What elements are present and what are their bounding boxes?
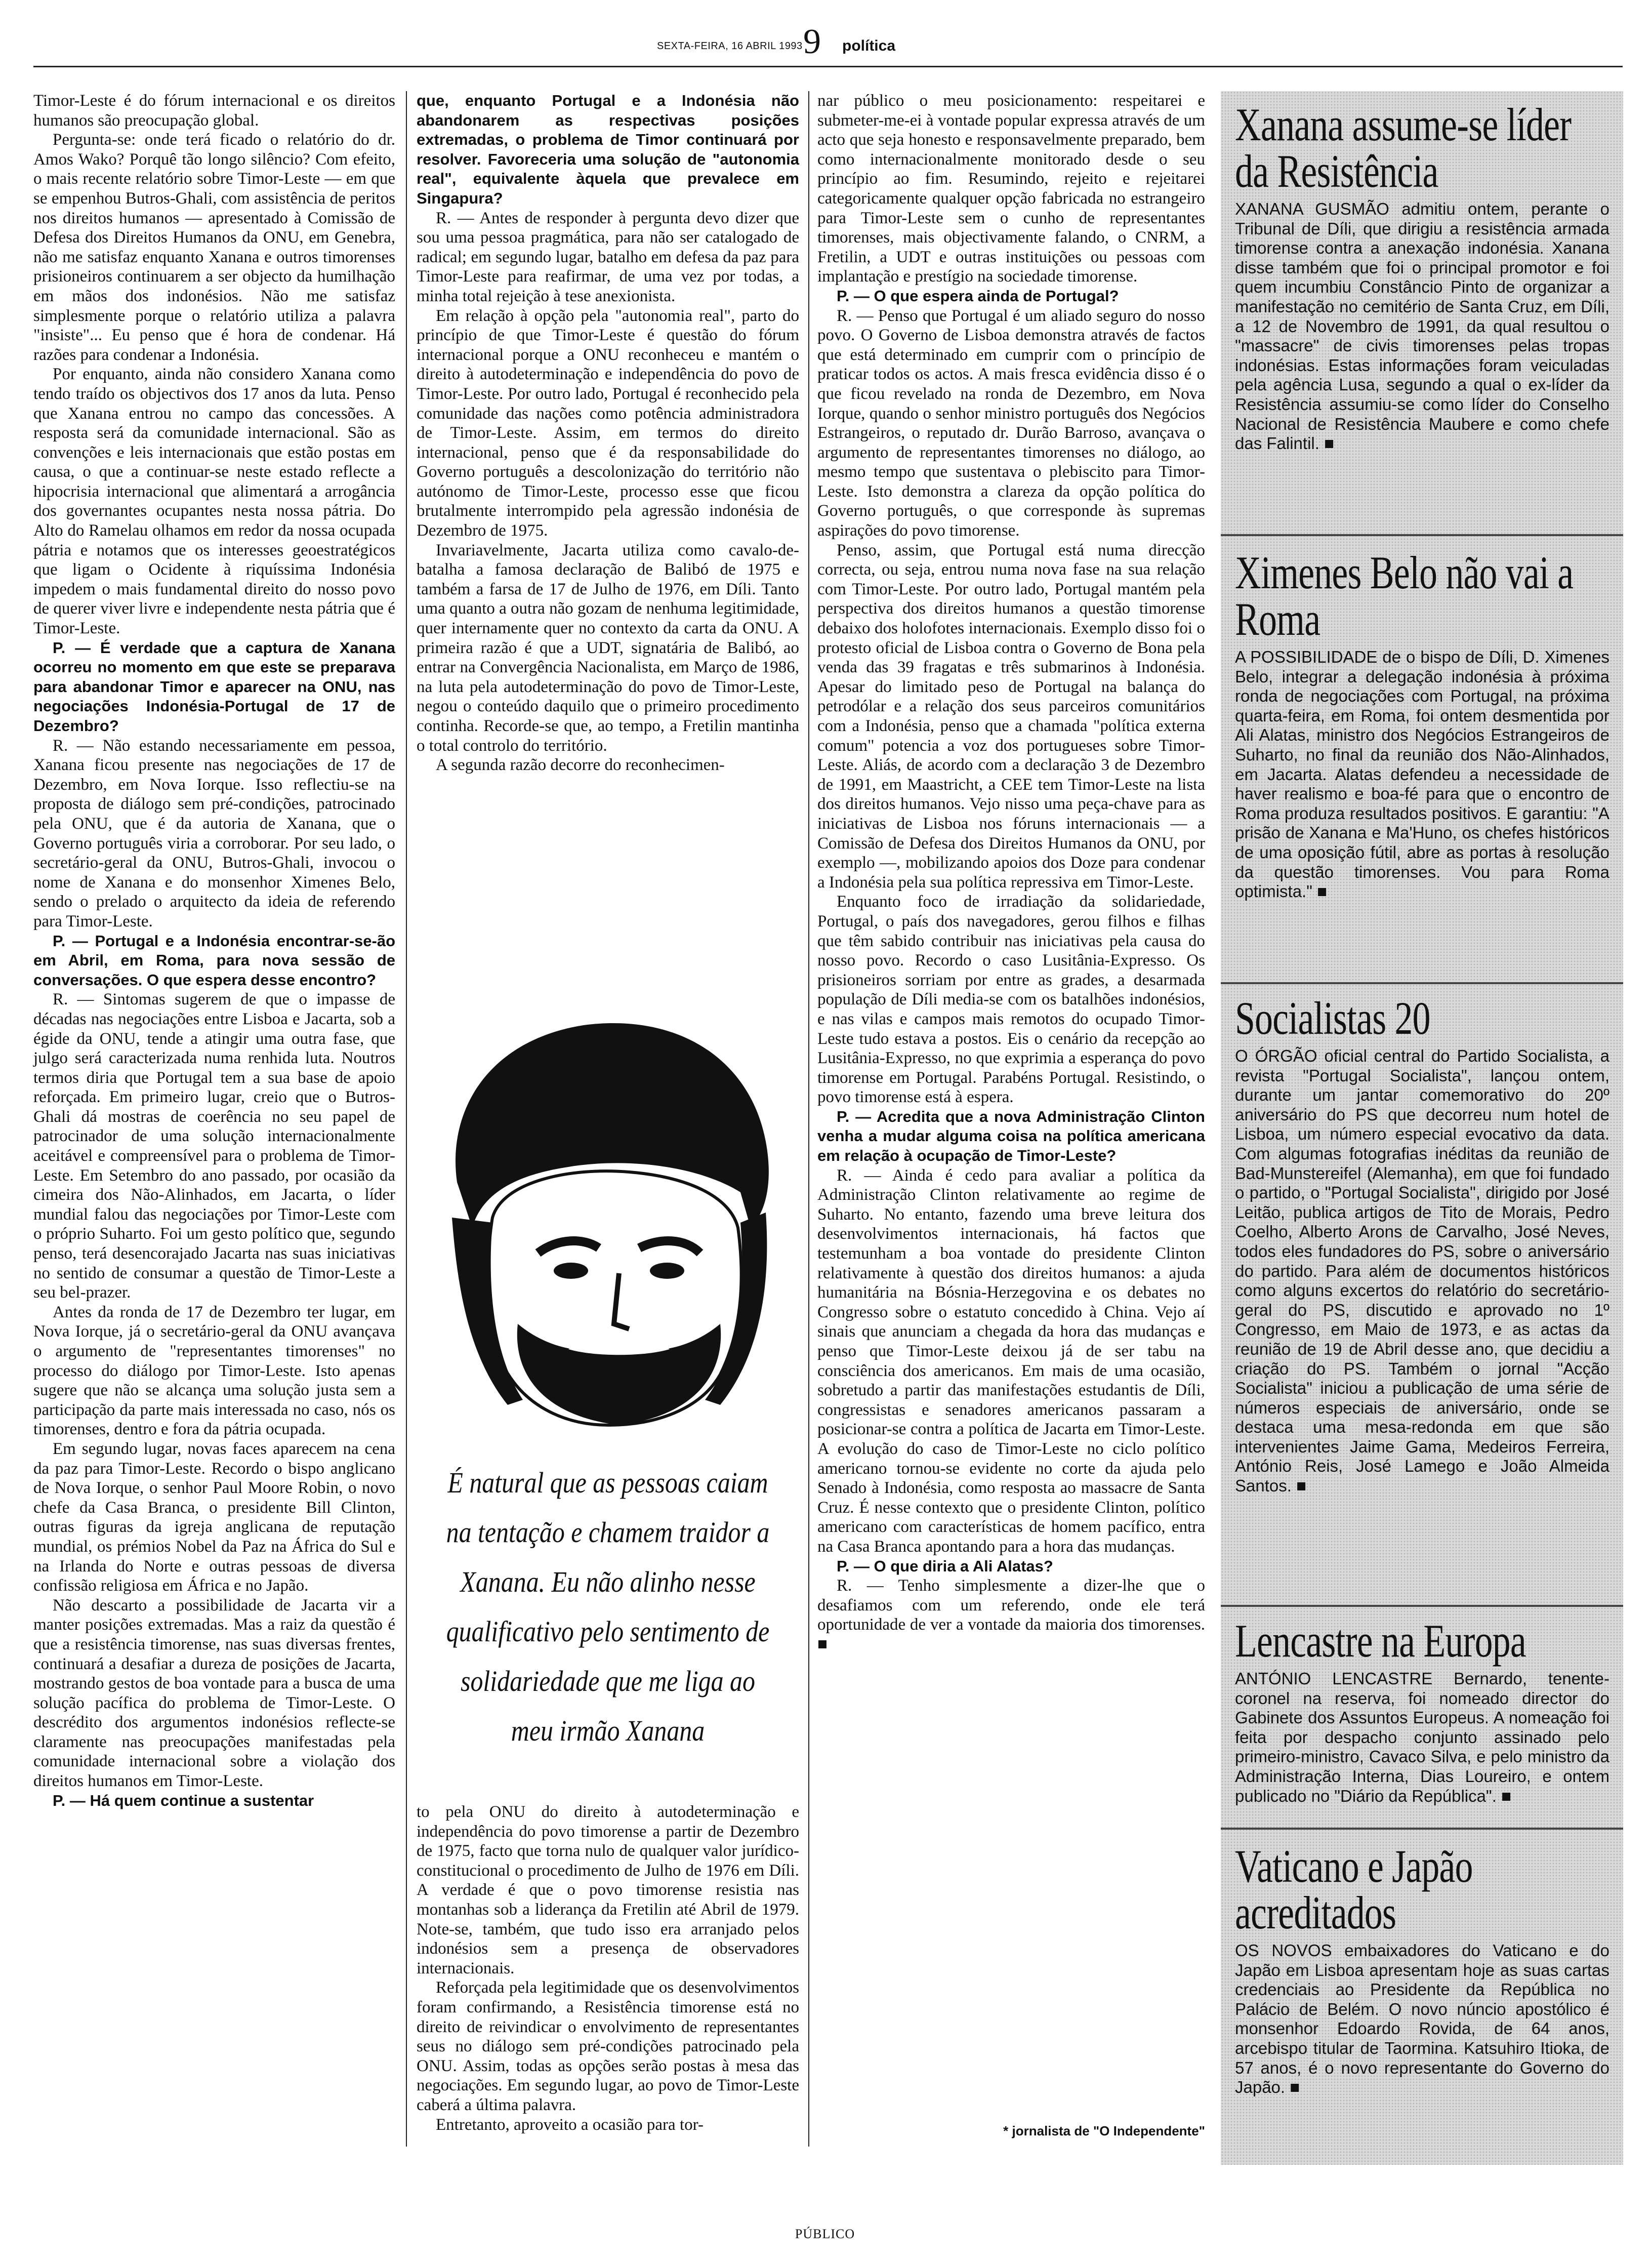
- article-paragraph: A segunda razão decorre do reconhecimen-: [436, 756, 725, 775]
- article-column-3: [817, 91, 1205, 2147]
- brief-socialistas: [1235, 992, 1609, 1496]
- page-number: 9: [803, 22, 821, 61]
- article-paragraph: R. — Ainda é cedo para avaliar a política da Administração Clinton relativamente ao regime de Suharto. No entanto, fazendo uma breve leitura dos desenvolvimentos internacionais, há factos que testemunham a boa vontade do presidente Clinton relativamente à questão dos direitos humanos: a ajuda humanitária na Bósnia-Herzegovina e os debates no Congresso sobre o estatuto concedido à China. Vejo aí sinais que anunciam a chegada da hora das mudanças e penso que Timor-Leste deixou já de ser tabu na consciência dos americanos. Em mais de uma ocasião, sobretudo a partir das manifestações estudantis de Díli, congressistas e senadores americanos passaram a posicionar-se contra a política de Jacarta em Timor-Leste. A evolução do caso de Timor-Leste no ciclo político americano tornou-se evidente no corte da ajuda pelo Senado à Indonésia, como resposta ao massacre de Santa Cruz. É nesse contexto que o presidente Clinton, político americano com características de homem pacífico, entra na Casa Branca apontando para a hora das mudanças.: [817, 1166, 1205, 1556]
- article-paragraph: R. — Tenho simplesmente a dizer-lhe que o desafiamos com um referendo, onde ele terá oportunidade de ver a vontade da maioria dos timorenses. ■: [817, 1577, 1205, 1653]
- brief-separator: [1221, 982, 1623, 984]
- brief-vaticano-japao: [1235, 1840, 1609, 2097]
- article-paragraph: R. — Sintomas sugerem de que o impasse de décadas nas negociações entre Lisboa e Jacarta, sob a égide da ONU, tende a atingir uma outra fase, que julgo será caracterizada numa renhida luta. Noutros termos diria que Portugal tem a sua base de apoio reforçada. Em primeiro lugar, creio que o Butros-Ghali dá mostras de coerência no seu papel de patrocinador de uma solução internacionalmente aceitável e compreensível para o problema de Timor-Leste. Em Setembro do ano passado, por ocasião da cimeira dos Não-Alinhados, em Jacarta, o líder mundial falou das negociações por Timor-Leste com o próprio Suharto. Foi um gesto político que, segundo penso, terá desencorajado Jacarta nas suas iniciativas no sentido de consumar a questão de Timor-Leste a seu bel-prazer.: [33, 990, 395, 1302]
- article-paragraph: Reforçada pela legitimidade que os desenvolvimentos foram confirmando, a Resistência timorense está no direito de reivindicar o envolvimento de representantes seus no diálogo sem pré-condições patrocinado pela ONU. Assim, todas as opções serão postas à mesa das negociações. Em segundo lugar, ao povo de Timor-Leste caberá a última palavra.: [417, 1978, 799, 2114]
- article-paragraph: Timor-Leste é do fórum internacional e os direitos humanos são preocupação global.: [33, 92, 395, 130]
- portrait-image: [417, 1000, 799, 1435]
- portrait-eye-left: [554, 1263, 588, 1279]
- column-rule: [808, 91, 809, 2147]
- article-column-1: [33, 91, 395, 2147]
- article-paragraph: Penso, assim, que Portugal está numa direcção correcta, ou seja, entrou numa nova fase na sua relação com Timor-Leste. Por outro lado, Portugal mantém pela perspectiva dos direitos humanos a questão timorense debaixo dos holofotes internacionais. Exemplo disso foi o protesto oficial de Lisboa contra o Governo de Bona pela venda das 39 fragatas e três submarinos à Indonésia. Apesar do limitado peso de Portugal na balança do petrodólar e a relação dos seus parceiros comunitários com a Indonésia, penso que a chamada "política externa comum" potencia a voz dos portugueses sobre Timor-Leste. Aliás, de acordo com a declaração 3 de Dezembro de 1991, em Maastricht, a CEE tem Timor-Leste na lista dos direitos humanos. Vejo nisso uma peça-chave para as iniciativas de Lisboa nos fóruns internacionais — a Comissão de Defesa dos Direitos Humanos da ONU, por exemplo —, mobilizando apoios dos Doze para condenar a Indonésia pela sua política repressiva em Timor-Leste.: [817, 541, 1205, 892]
- article-paragraph: R. — Antes de responder à pergunta devo dizer que sou uma pessoa pragmática, para não ser catalogado de radical; em segundo lugar, batalho em defesa da paz para Timor-Leste para reafirmar, de uma vez por todas, a minha total rejeição à tese anexionista.: [417, 209, 799, 305]
- article-paragraph: nar público o meu posicionamento: respeitarei e submeter-me-ei à vontade popular expressa através de um acto que seja honesto e responsavelmente preparado, bem como internacionalmente monitorado desde o seu princípio ao fim. Resumindo, rejeito e rejeitarei categoricamente qualquer opção fabricada no estrangeiro para Timor-Leste sem o cunho de representantes timorenses, mais objectivamente falando, o CNRM, a Fretilin, a UDT e outras instituições ou pessoas com implantação e prestígio na sociedade timorense.: [817, 92, 1205, 286]
- brief-separator: [1221, 1828, 1623, 1830]
- article-column-2: [417, 91, 799, 992]
- article-paragraph: Entretanto, aproveito a ocasião para tor-: [436, 2115, 704, 2134]
- brief-text: XANANA GUSMÃO admitiu ontem, perante o Tribunal de Díli, que dirigiu a resistência armada timorense contra a anexação indonésia. Xanana disse também que foi o principal promotor e foi quem incumbiu Constâncio Pinto de organizar a manifestação no cemitério de Santa Cruz, em Díli, a 12 de Novembro de 1991, da qual resultou o "massacre" de civis timorenses pelas tropas indonésias. Estas informações foram veiculadas pela agência Lusa, segundo a qual o ex-líder da Resistência assumiu-se como líder do Conselho Nacional de Resistência Maubere e como chefe das Falintil. ■: [1235, 199, 1609, 453]
- interview-question: P. — É verdade que a captura de Xanana ocorreu no momento em que este se preparava para abandonar Timor e aparecer na ONU, nas negociações Indonésia-Portugal de 17 de Dezembro?: [33, 638, 395, 735]
- article-column-2-continued: [417, 1802, 799, 2147]
- article-paragraph: Invariavelmente, Jacarta utiliza como cavalo-de-batalha a famosa declaração de Balibó de 1975 e também a farsa de 17 de Julho de 1976, em Díli. Tanto uma quanto a outra não gozam de nenhuma legitimidade, quer internamente quer no contexto da carta da ONU. A primeira razão é que a UDT, signatária de Balibó, ao entrar na Convergência Nacionalista, em Março de 1986, na luta pela autodeterminação do povo de Timor-Leste, negou o conteúdo daquilo que o primeiro procedimento continha. Recorde-se que, ao tempo, a Fretilin mantinha o total controlo do território.: [417, 541, 800, 755]
- brief-title: Xanana assume-se líder da Resistência: [1235, 99, 1572, 197]
- brief-xanana: [1235, 101, 1609, 454]
- interview-question: P. — Acredita que a nova Administração Clinton venha a mudar alguma coisa na política americana em relação à ocupação de Timor-Leste?: [817, 1107, 1205, 1165]
- author-byline: * jornalista de "O Independente": [1003, 2123, 1205, 2138]
- brief-text: O ÓRGÃO oficial central do Partido Socialista, a revista "Portugal Socialista", lançou ontem, durante um jantar comemorativo do 20º aniversário do PS que decorreu num hotel de Lisboa, um número especial evocativo da data. Com algumas fotografias inéditas da reunião de Bad-Munstereifel (Alemanha), em que foi fundado o partido, o "Portugal Socialista", dirigido por José Leitão, publica artigos de Tito de Morais, Pedro Coelho, Alberto Arons de Carvalho, José Neves, todos eles fundadores do PS, sobre o aniversário do partido. Para além de documentos históricos como alguns excertos do relatório do secretário-geral do PS, discutido e aprovado no 1º Congresso, em Maio de 1973, e as actas da reunião de 19 de Abril desse ano, que decidiu a criação do PS. Também o jornal "Acção Socialista" iniciou a publicação de uma série de números especiais de aniversário, onde se destaca uma mesa-redonda em que são intervenientes Jaime Gama, Medeiros Ferreira, António Reis, José Lamego e João Almeida Santos. ■: [1235, 1046, 1609, 1496]
- brief-separator: [1221, 534, 1623, 536]
- brief-title: Lencastre na Europa: [1235, 1615, 1526, 1667]
- article-paragraph: Antes da ronda de 17 de Dezembro ter lugar, em Nova Iorque, já o secretário-geral da ONU avançava o argumento de "representantes timorenses" no processo do diálogo por Timor-Leste. Isto apenas sugere que não se alcança uma solução justa sem a participação da parte mais interessada no caso, nós os timorenses, dentro e fora da pátria ocupada.: [33, 1303, 395, 1439]
- portrait-eye-right: [650, 1263, 684, 1279]
- newspaper-footer: PÚBLICO: [795, 2227, 855, 2241]
- issue-date: SEXTA-FEIRA, 16 ABRIL 1993: [657, 41, 803, 52]
- brief-title: Vaticano e Japão acreditados: [1235, 1840, 1473, 1938]
- article-paragraph: Pergunta-se: onde terá ficado o relatório do dr. Amos Wako? Porquê tão longo silêncio? Com efeito, o mais recente relatório sobre Timor-Leste — em que se empenhou Butros-Ghali, com assistência de peritos nos direitos humanos — apresentado à Comissão de Defesa dos Direitos Humanos da ONU, em Genebra, não me satisfaz enquanto Xanana e outros timorenses prisioneiros continuarem a ser objecto da humilhação em mãos dos indonésios. Não me satisfaz simplesmente porque o relatório utiliza a palavra "insiste"... Eu penso que é hora de condenar. Há razões para condenar a Indonésia.: [33, 131, 395, 364]
- brief-title: Ximenes Belo não vai a Roma: [1235, 547, 1574, 645]
- interview-question: P. — Portugal e a Indonésia encontrar-se-ão em Abril, em Roma, para nova sessão de conversações. O que espera desse encontro?: [33, 932, 395, 989]
- article-paragraph: R. — Penso que Portugal é um aliado seguro do nosso povo. O Governo de Lisboa demonstra através de factos que está determinado em cumprir com o princípio de praticar todos os actos. A mais fresca evidência disso é o que ficou revelado na ronda de Dezembro, em Nova Iorque, quando o senhor ministro português dos Negócios Estrangeiros, o reputado dr. Durão Barroso, avançava o argumento de representantes timorenses no diálogo, ao mesmo tempo que sustentava o plebiscito para Timor-Leste. Isto demonstra a clareza da opção política do Governo português, o que corresponde às supremas aspirações do povo timorense.: [817, 306, 1205, 540]
- article-paragraph: Em segundo lugar, novas faces aparecem na cena da paz para Timor-Leste. Recordo o bispo anglicano de Nova Iorque, o senhor Paul Moore Robin, o novo chefe da Casa Branca, o presidente Bill Clinton, outras figuras da igreja anglicana de reputação mundial, os prémios Nobel da Paz na África do Sul e na Irlanda do Norte e outras pessoas de diversa confissão religiosa em África e no Japão.: [33, 1439, 395, 1595]
- interview-question: que, enquanto Portugal e a Indonésia não abandonarem as respectivas posições extremadas, o problema de Timor continuará por resolver. Favoreceria uma solução de "autonomia real", equivalente àquela que prevalece em Singapura?: [417, 92, 799, 207]
- pull-quote: É natural que as pessoas caiam na tentação e chamem traidor a Xanana. Eu não alinho nesse qualificativo pelo sentimento de solidariedade que me liga ao meu irmão Xanana: [446, 1466, 770, 1747]
- section-name: política: [842, 37, 896, 54]
- page-header: [33, 20, 1623, 61]
- brief-text: ANTÓNIO LENCASTRE Bernardo, tenente-coronel na reserva, foi nomeado director do Gabinete dos Assuntos Europeus. A nomeação foi feita por despacho conjunto assinado pelo primeiro-ministro, Cavaco Silva, e pelo ministro da Administração Interna, Dias Loureiro, e ontem publicado no "Diário da República". ■: [1235, 1669, 1609, 1805]
- brief-lencastre: [1235, 1615, 1609, 1806]
- article-paragraph: Por enquanto, ainda não considero Xanana como tendo traído os objectivos dos 17 anos da luta. Penso que Xanana entrou no campo das concessões. A resposta será da comunidade internacional. São as convenções e leis internacionais que estão postas em causa, o que a continuar-se neste estado reflecte a hipocrisia internacional que alimentará a arrogância dos governantes ocupantes nesta nossa pátria. Do Alto do Ramelau olhamos em redor da nossa ocupada pátria e notamos que os interesses geoestratégicos que ligam o Ocidente à riquíssima Indonésia impedem o mais fundamental direito do nosso povo de querer viver livre e independente nesta pátria que é Timor-Leste.: [33, 365, 395, 638]
- article-paragraph: Em relação à opção pela "autonomia real", parto do princípio de que Timor-Leste é questão do fórum internacional porque a ONU reconheceu e mantém o direito à autodeterminação e independência do povo de Timor-Leste. Por outro lado, Portugal é reconhecido pela comunidade das nações como potência administradora de Timor-Leste. Assim, em termos do direito internacional, penso que é da responsabilidade do Governo português a descolonização do território não autónomo de Timor-Leste, processo esse que ficou brutalmente interrompido pela agressão indonésia de Dezembro de 1975.: [417, 306, 799, 540]
- brief-title: Socialistas 20: [1235, 992, 1430, 1044]
- interview-question: P. — O que espera ainda de Portugal?: [837, 287, 1119, 305]
- brief-separator: [1221, 1605, 1623, 1607]
- interview-question: P. — Há quem continue a sustentar: [53, 1791, 314, 1809]
- header-rule: [33, 66, 1623, 67]
- brief-text: A POSSIBILIDADE de o bispo de Díli, D. Ximenes Belo, integrar a delegação indonésia à próxima ronda de negociações com Portugal, na próxima quarta-feira, em Roma, foi ontem desmentida por Ali Alatas, ministro dos Negócios Estrangeiros de Suharto, no final da reunião dos Não-Alinhados, em Jacarta. Alatas defendeu a necessidade de haver realismo e boa-fé para que o encontro de Roma produza resultados positivos. E garantiu: "A prisão de Xanana e Ma'Huno, os chefes históricos de uma oposição fútil, abre as portas à resolução da questão timorenses. Vou para Roma optimista." ■: [1235, 648, 1609, 901]
- article-paragraph: Enquanto foco de irradiação da solidariedade, Portugal, o país dos navegadores, gerou filhos e filhas que têm sabido contribuir nas iniciativas pela causa do nosso povo. Recordo o caso Lusitânia-Expresso. Os prisioneiros sorriam por entre as grades, a desarmada população de Díli media-se com os batalhões indonésios, e nas vilas e campos mais remotos do ocupado Timor-Leste tudo estava a postos. Eis o cenário da recepção ao Lusitânia-Expresso, no que exprimia a esperança do povo timorense em Portugal. Parabéns Portugal. Resistindo, o povo timorense está à espera.: [817, 893, 1205, 1107]
- article-paragraph: to pela ONU do direito à autodeterminação e independência do povo timorense a partir de Dezembro de 1975, facto que torna nulo de qualquer valor jurídico-constitucional o procedimento de Julho de 1976 em Díli. A verdade é que o povo timorense resistia nas montanhas sob a liderança da Fretilin até Abril de 1979. Note-se, também, que tudo isso era arranjado pelos indonésios sem a presença de observadores internacionais.: [417, 1803, 799, 1977]
- column-rule: [406, 91, 407, 2147]
- interview-question: P. — O que diria a Ali Alatas?: [837, 1557, 1053, 1575]
- brief-ximenes-belo: [1235, 549, 1609, 902]
- brief-text: OS NOVOS embaixadores do Vaticano e do Japão em Lisboa apresentam hoje as suas cartas credenciais ao Presidente da República no Palácio de Belém. O novo núncio apostólico é monsenhor Edoardo Rovida, de 64 anos, arcebispo titular de Taormina. Katsuhiro Itioka, de 57 anos, é o novo representante do Governo do Japão. ■: [1235, 1941, 1609, 2097]
- article-paragraph: Não descarto a possibilidade de Jacarta vir a manter posições extremadas. Mas a raiz da questão é que a resistência timorense, nas suas diversas frentes, continuará a desafiar a dureza de posições de Jacarta, mostrando gestos de boa vontade para a busca de uma solução pacífica do problema de Timor-Leste. O descrédito dos argumentos indonésios reflecte-se claramente nas preocupações manifestadas pela comunidade internacional sobre a violação dos direitos humanos em Timor-Leste.: [33, 1596, 395, 1791]
- article-paragraph: R. — Não estando necessariamente em pessoa, Xanana ficou presente nas negociações de 17 de Dezembro, em Nova Iorque. Isso reflectiu-se na proposta de diálogo sem pré-condições, patrocinado pela ONU, que é da autoria de Xanana, que o Governo português viria a corroborar. Por seu lado, o secretário-geral da ONU, Butros-Ghali, invocou o nome de Xanana e do monsenhor Ximenes Belo, sendo o prelado o arquitecto da ideia de referendo para Timor-Leste.: [33, 736, 395, 931]
